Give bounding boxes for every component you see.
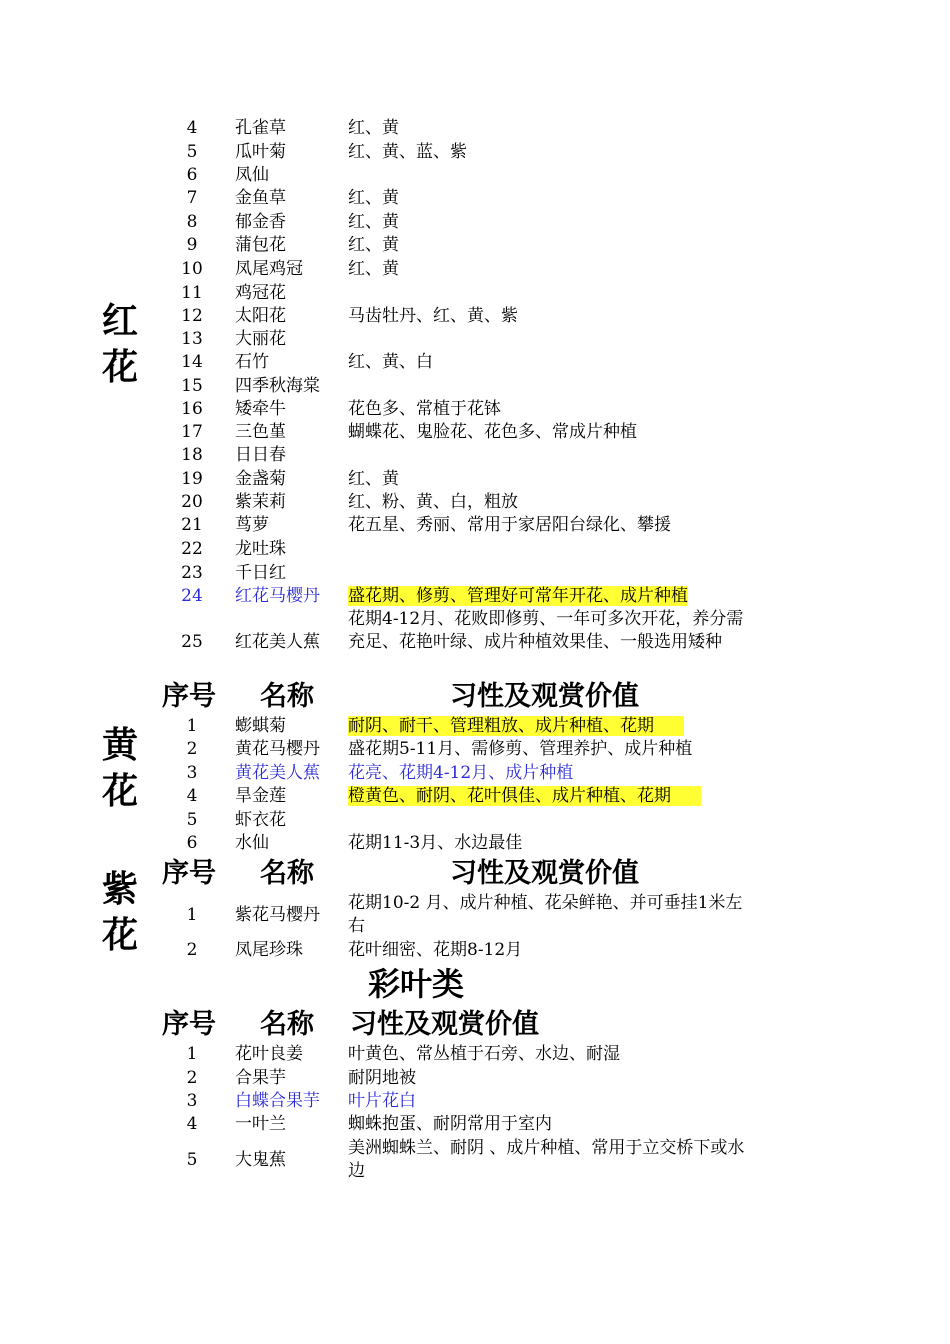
plant-description: 美洲蜘蛛兰、耐阴 、成片种植、常用于立交桥下或水边 [348,1138,745,1181]
row-number: 17 [181,422,203,442]
plant-description: 花叶细密、花期8-12月 [348,940,523,960]
plant-description: 红、黄、白 [348,352,433,372]
header-number: 序号 [162,681,216,712]
row-number: 10 [181,259,203,279]
row-number: 12 [181,306,203,326]
plant-name: 花叶良姜 [235,1044,303,1064]
plant-description: 蜘蛛抱蛋、耐阴常用于室内 [348,1114,552,1134]
plant-name: 红花美人蕉 [235,632,320,652]
header-name: 名称 [260,681,314,712]
plant-description [348,715,758,738]
category-red-flowers: 红花 [101,300,138,388]
row-number: 4 [186,786,198,806]
plant-description: 红、黄 [348,235,399,255]
plant-name: 瓜叶菊 [235,142,286,162]
header-name: 名称 [260,1009,314,1040]
plant-description: 马齿牡丹、红、黄、紫 [348,306,518,326]
plant-description: 耐阴地被 [348,1068,416,1088]
plant-description: 红、黄 [348,118,399,138]
highlighted-text: 耐阴、耐干、管理粗放、成片种植、花期 [348,716,684,736]
row-number: 5 [186,142,198,162]
plant-name: 合果芋 [235,1068,286,1088]
row-number: 5 [186,1150,198,1170]
plant-description: 红、粉、黄、白，粗放 [348,492,518,512]
header-name: 名称 [260,858,314,889]
plant-name: 旱金莲 [235,786,286,806]
plant-name: 紫花马樱丹 [235,905,320,925]
plant-name: 红花马樱丹 [235,586,320,606]
plant-name: 金盏菊 [235,469,286,489]
purple-table-header [0,857,950,891]
plant-description: 花五星、秀丽、常用于家居阳台绿化、攀援 [348,515,671,535]
plant-name: 凤仙 [235,165,269,185]
plant-name: 凤尾鸡冠 [235,259,303,279]
plant-description: 花亮、花期4-12月、成片种植 [348,763,574,783]
header-number: 序号 [162,858,216,889]
plant-description: 红、黄 [348,469,399,489]
header-value: 习性及观赏价值 [450,681,639,712]
plant-name: 郁金香 [235,212,286,232]
plant-name: 大鬼蕉 [235,1150,286,1170]
plant-name: 金鱼草 [235,188,286,208]
plant-name: 四季秋海棠 [235,376,320,396]
row-number: 15 [181,376,203,396]
plant-name: 太阳花 [235,306,286,326]
row-number: 4 [186,1114,198,1134]
row-number: 4 [186,118,198,138]
plant-name: 石竹 [235,352,269,372]
plant-name: 一叶兰 [235,1114,286,1134]
row-number: 16 [181,399,203,419]
header-value: 习性及观赏价值 [450,858,639,889]
row-number: 3 [186,1091,198,1111]
plant-description: 花色多、常植于花钵 [348,399,501,419]
row-number: 11 [181,283,203,303]
foliage-table-header [0,1008,950,1042]
plant-description: 蝴蝶花、鬼脸花、花色多、常成片种植 [348,422,637,442]
plant-name: 凤尾珍珠 [235,940,303,960]
plant-name: 黄花美人蕉 [235,763,320,783]
plant-name: 蟛蜞菊 [235,716,286,736]
row-number: 13 [181,329,203,349]
plant-name: 水仙 [235,833,269,853]
row-number: 24 [181,586,203,606]
row-number: 21 [181,515,203,535]
plant-name: 茑萝 [235,515,269,535]
highlighted-text: 盛花期、修剪、管理好可常年开花、成片种植 [348,586,688,606]
row-number: 7 [186,188,198,208]
plant-name: 矮牵牛 [235,399,286,419]
yellow-table-header [0,680,950,714]
plant-name: 白蝶合果芋 [235,1091,320,1111]
row-number: 1 [186,716,198,736]
plant-description: 叶片花白 [348,1091,416,1111]
plant-name: 千日红 [235,563,286,583]
header-value: 习性及观赏价值 [350,1009,539,1040]
row-number: 14 [181,352,203,372]
plant-name: 黄花马樱丹 [235,739,320,759]
row-number: 2 [186,739,198,759]
row-number: 25 [181,632,203,652]
row-number: 19 [181,469,203,489]
row-number: 1 [186,1044,198,1064]
row-number: 8 [186,212,198,232]
row-number: 9 [186,235,198,255]
plant-name: 大丽花 [235,329,286,349]
row-number: 23 [181,563,203,583]
plant-description: 红、黄、蓝、紫 [348,142,467,162]
plant-description: 花期10-2 月、成片种植、花朵鲜艳、并可垂挂1米左右 [348,893,743,936]
plant-description: 花期11-3月、水边最佳 [348,833,523,853]
plant-name: 紫茉莉 [235,492,286,512]
section-title-text: 彩叶类 [368,965,465,1003]
header-number: 序号 [162,1009,216,1040]
plant-name: 龙吐珠 [235,539,286,559]
plant-name: 鸡冠花 [235,283,286,303]
plant-name: 虾衣花 [235,810,286,830]
row-number: 2 [186,1068,198,1088]
plant-name: 孔雀草 [235,118,286,138]
plant-description [348,585,758,608]
highlighted-text: 橙黄色、耐阴、花叶俱佳、成片种植、花期 [348,786,701,806]
plant-description: 红、黄 [348,212,399,232]
plant-description: 盛花期5-11月、需修剪、管理养护、成片种植 [348,739,693,759]
row-number: 6 [186,833,198,853]
row-number: 3 [186,763,198,783]
plant-description: 红、黄 [348,188,399,208]
category-purple-flowers: 紫花 [101,868,138,956]
plant-name: 蒲包花 [235,235,286,255]
row-number: 5 [186,810,198,830]
row-number: 6 [186,165,198,185]
category-yellow-flowers: 黄花 [101,724,138,812]
plant-name: 三色堇 [235,422,286,442]
plant-description: 花期4-12月、花败即修剪、一年可多次开花，养分需充足、花艳叶绿、成片种植效果佳、一般选用矮种 [348,609,744,652]
row-number: 18 [181,445,203,465]
row-number: 22 [181,539,203,559]
row-number: 20 [181,492,203,512]
plant-name: 日日春 [235,445,286,465]
row-number: 1 [186,905,198,925]
plant-description [348,785,758,808]
plant-description: 红、黄 [348,259,399,279]
plant-description: 叶黄色、常丛植于石旁、水边、耐湿 [348,1044,620,1064]
row-number: 2 [186,940,198,960]
